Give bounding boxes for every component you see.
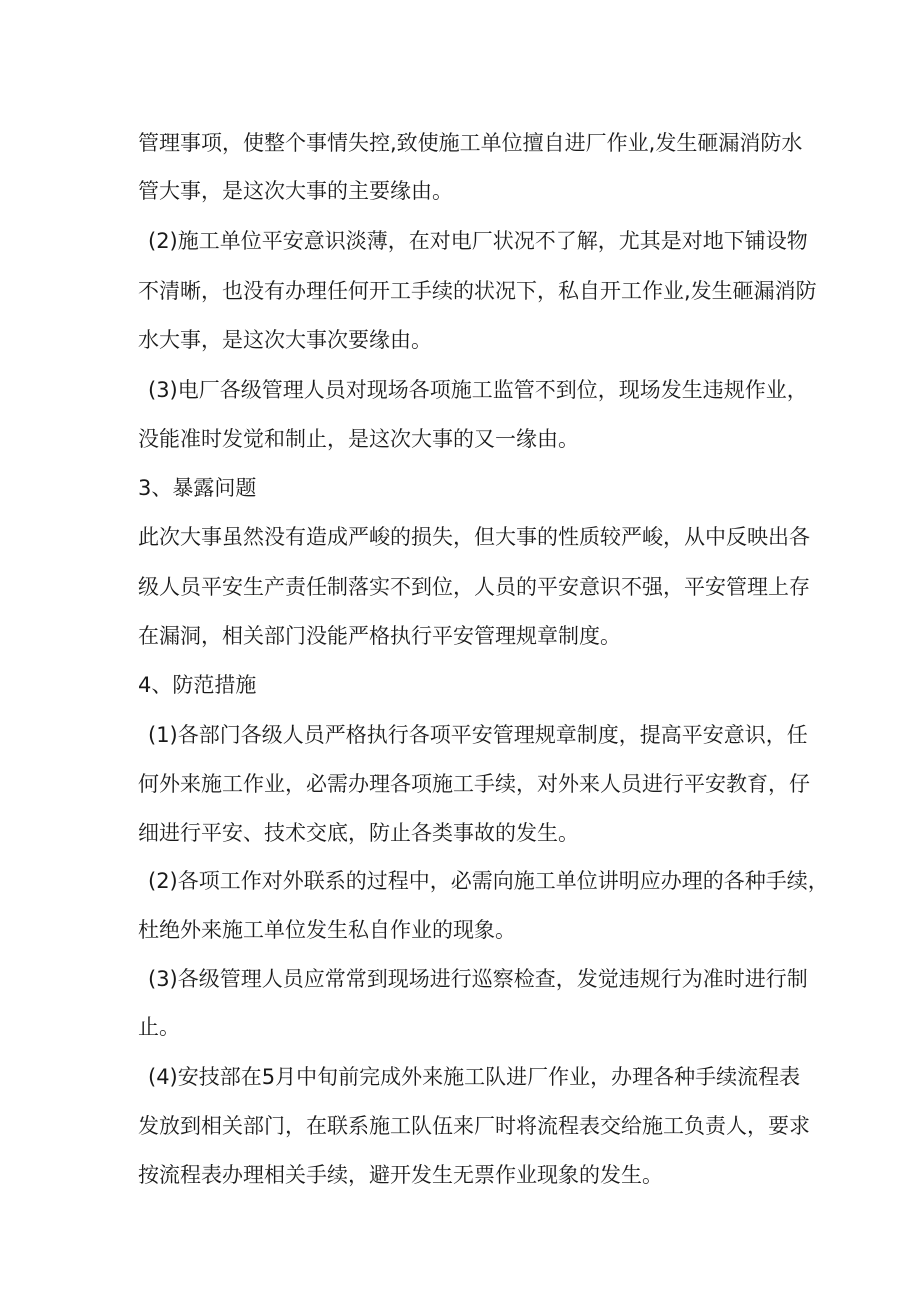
paragraph-8-line-3: 按流程表办理相关手续，避开发生无票作业现象的发生。	[138, 1163, 663, 1187]
paragraph-7-line-2: 止。	[138, 1015, 180, 1039]
paragraph-7-line-1: (3)各级管理人员应常常到现场进行巡察检查，发觉违规行为准时进行制	[148, 967, 808, 991]
paragraph-4-line-1: 此次大事虽然没有造成严峻的损失，但大事的性质较严峻，从中反映出各	[138, 525, 810, 549]
section-heading-4: 4、防范措施	[138, 673, 257, 697]
paragraph-3-line-2: 没能准时发觉和制止，是这次大事的又一缘由。	[138, 427, 579, 451]
paragraph-8-line-1: (4)安技部在5月中旬前完成外来施工队进厂作业，办理各种手续流程表	[148, 1065, 801, 1089]
paragraph-2-line-1: (2)施工单位平安意识淡薄，在对电厂状况不了解，尤其是对地下铺设物	[148, 229, 808, 253]
paragraph-1-line-1: 管理事项，使整个事情失控,致使施工单位擅自进厂作业,发生砸漏消防水	[138, 131, 803, 155]
paragraph-2-line-2: 不清晰，也没有办理任何开工手续的状况下，私自开工作业,发生砸漏消防	[138, 279, 817, 303]
paragraph-4-line-2: 级人员平安生产责任制落实不到位，人员的平安意识不强，平安管理上存	[138, 575, 810, 599]
paragraph-5-line-3: 细进行平安、技术交底，防止各类事故的发生。	[138, 821, 579, 845]
section-heading-3: 3、暴露问题	[138, 476, 257, 500]
paragraph-2-line-3: 水大事，是这次大事次要缘由。	[138, 328, 432, 352]
paragraph-4-line-3: 在漏洞，相关部门没能严格执行平安管理规章制度。	[138, 624, 621, 648]
paragraph-5-line-1: (1)各部门各级人员严格执行各项平安管理规章制度，提高平安意识，任	[148, 723, 808, 747]
paragraph-3-line-1: (3)电厂各级管理人员对现场各项施工监管不到位，现场发生违规作业，	[148, 378, 808, 402]
paragraph-6-line-1: (2)各项工作对外联系的过程中，必需向施工单位讲明应办理的各种手续，	[148, 869, 829, 893]
paragraph-6-line-2: 杜绝外来施工单位发生私自作业的现象。	[138, 918, 516, 942]
paragraph-1-line-2: 管大事，是这次大事的主要缘由。	[138, 179, 453, 203]
paragraph-5-line-2: 何外来施工作业，必需办理各项施工手续，对外来人员进行平安教育，仔	[138, 772, 810, 796]
paragraph-8-line-2: 发放到相关部门，在联系施工队伍来厂时将流程表交给施工负责人，要求	[138, 1114, 810, 1138]
